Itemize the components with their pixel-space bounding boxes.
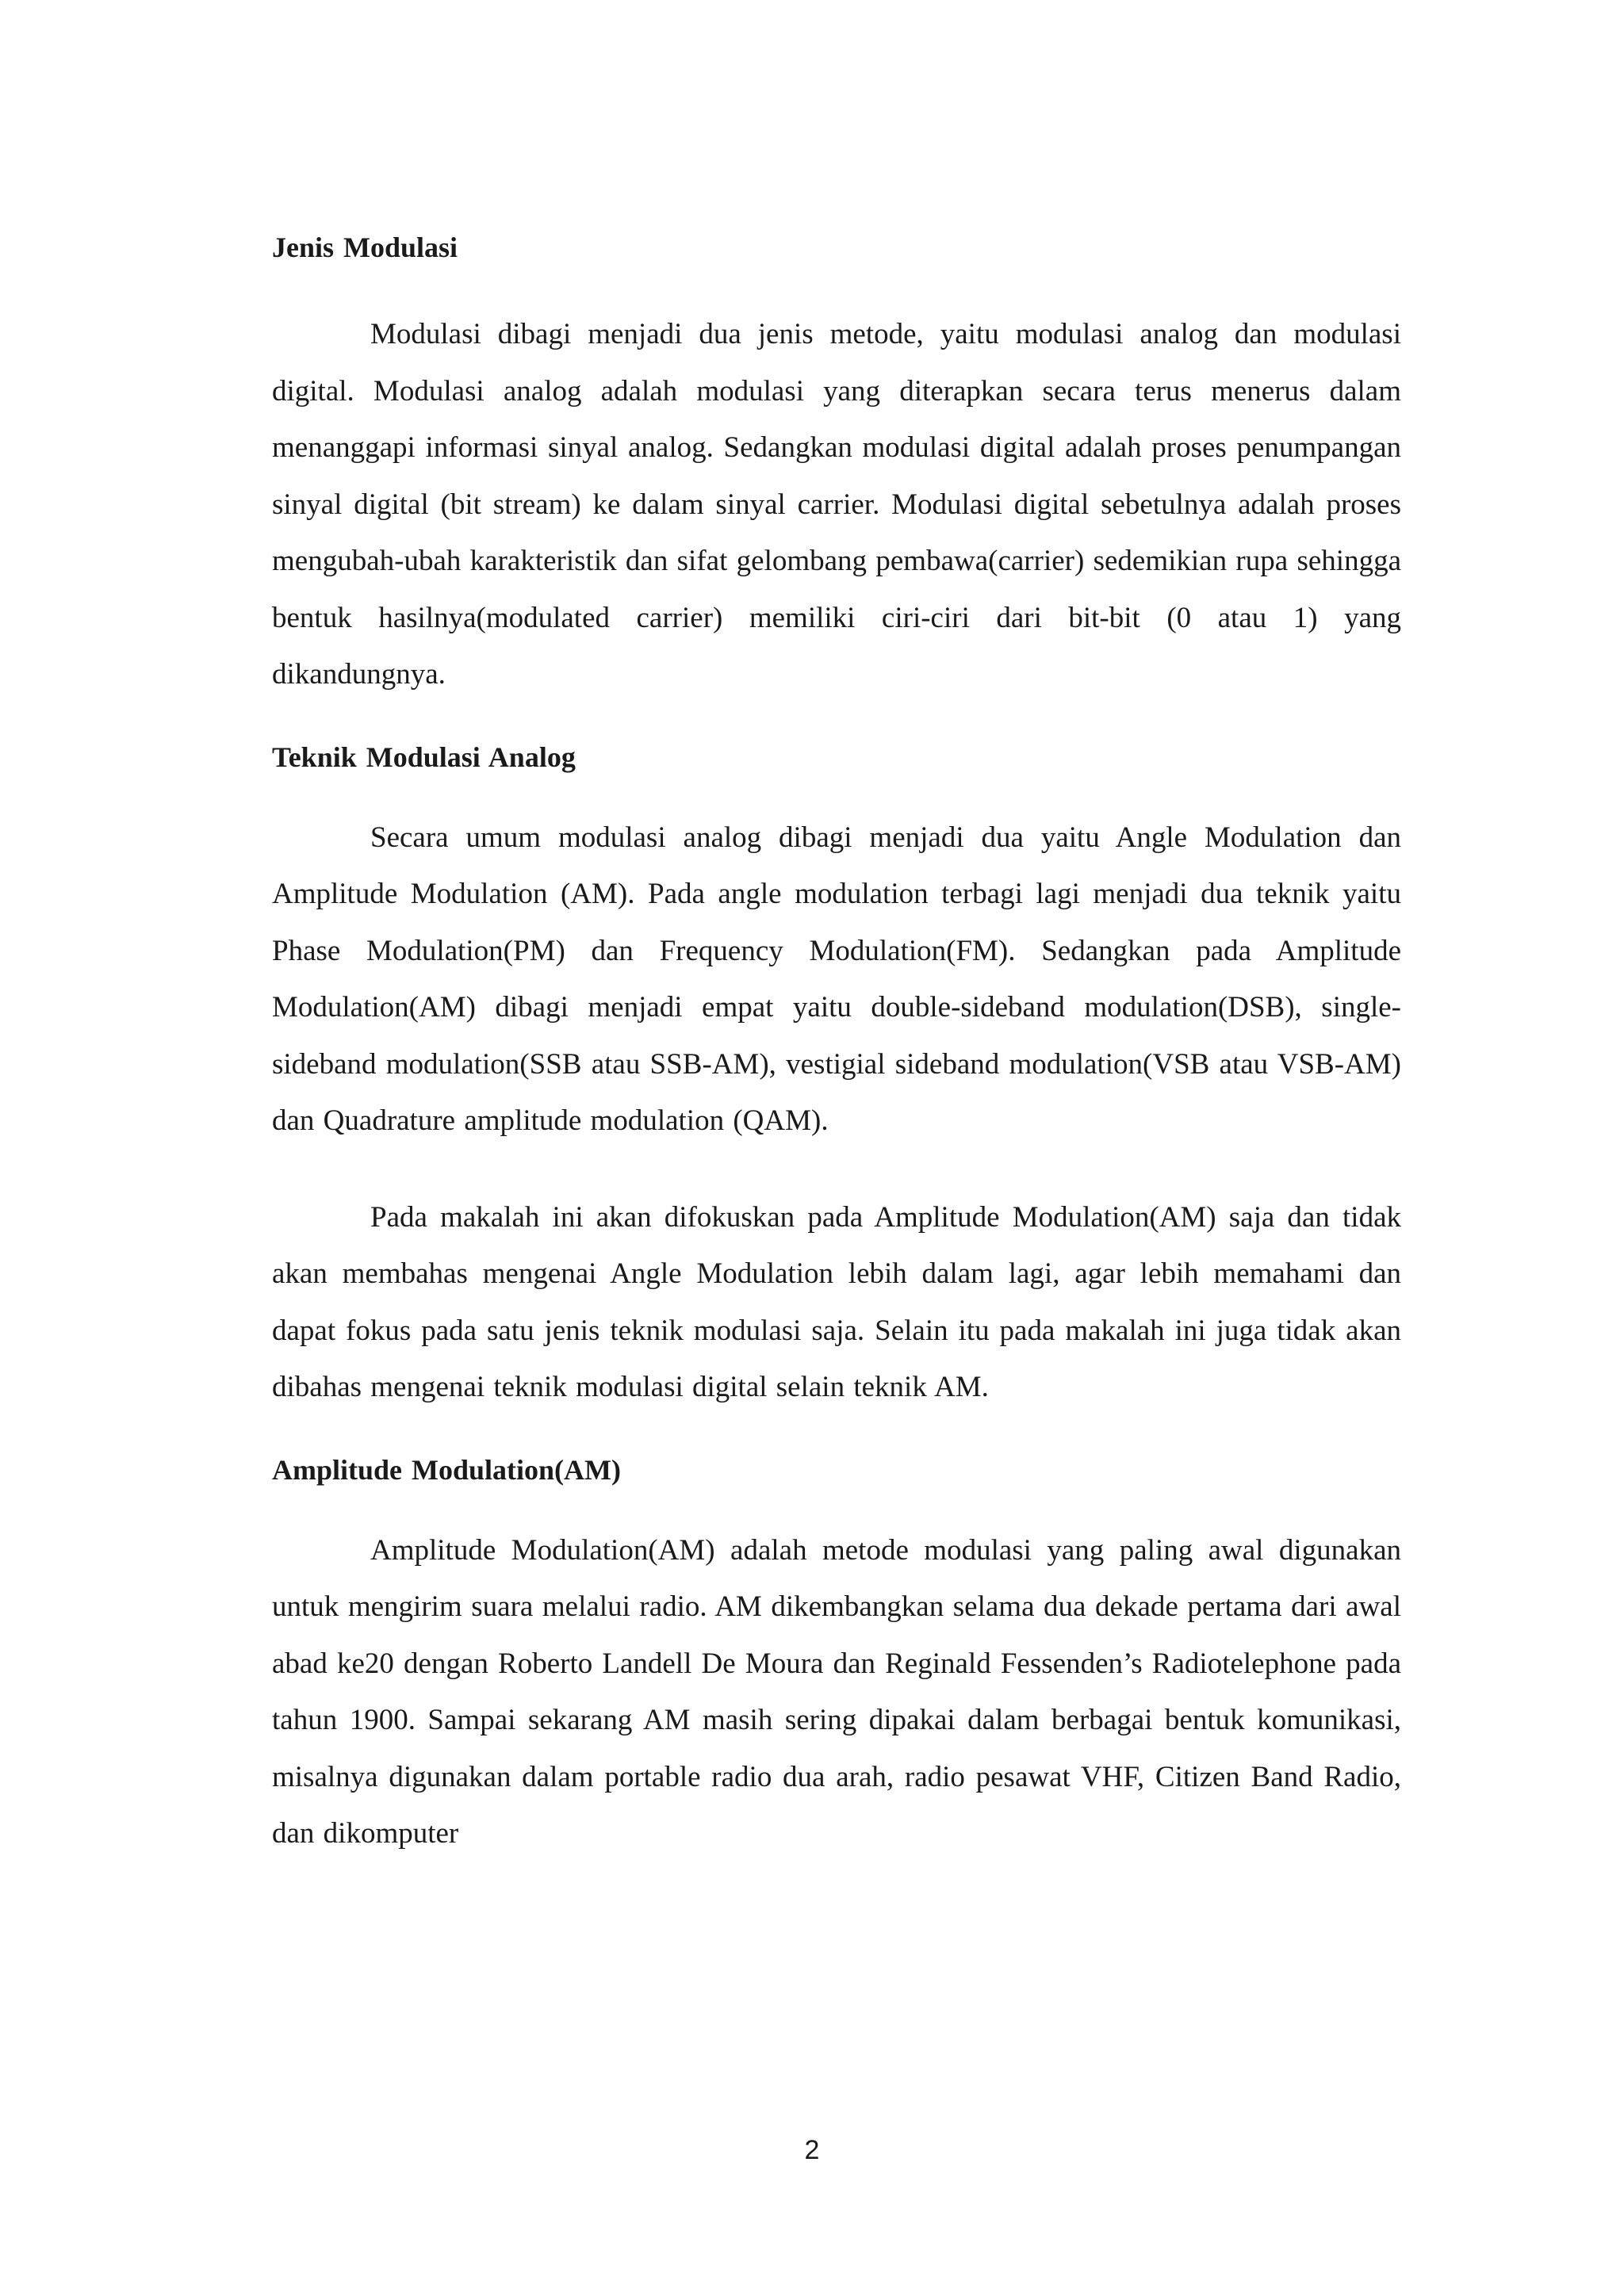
- paragraph-jenis-modulasi: Modulasi dibagi menjadi dua jenis metode, yaitu modulasi analog dan modulasi digital. Modulasi analog adalah modulasi yang diterapkan secara terus menerus dalam menanggapi informasi sinyal analog. Sedangkan modulasi digital adalah proses penumpangan sinyal digital (bit stream) ke dalam sinyal carrier. Modulasi digital sebetulnya adalah proses mengubah-ubah karakteristik dan sifat gelombang pembawa(carrier) sedemikian rupa sehingga bentuk hasilnya(modulated carrier) memiliki ciri-ciri dari bit-bit (0 atau 1) yang dikandungnya.: [272, 318, 1401, 691]
- section-heading-amplitude-modulation: Amplitude Modulation(AM): [272, 1453, 622, 1486]
- section-heading-teknik-modulasi-analog: Teknik Modulasi Analog: [272, 740, 576, 773]
- section-heading-jenis-modulasi: Jenis Modulasi: [272, 232, 458, 263]
- paragraph-amplitude-modulation: Amplitude Modulation(AM) adalah metode modulasi yang paling awal digunakan untuk mengirim suara melalui radio. AM dikembangkan selama dua dekade pertama dari awal abad ke20 dengan Roberto Landell De Moura dan Reginald Fessenden’s Radiotelephone pada tahun 1900. Sampai sekarang AM masih sering dipakai dalam berbagai bentuk komunikasi, misalnya digunakan dalam portable radio dua arah, radio pesawat VHF, Citizen Band Radio, dan dikomputer: [272, 1533, 1401, 1850]
- paragraph-teknik-modulasi-analog-2: Pada makalah ini akan difokuskan pada Amplitude Modulation(AM) saja dan tidak akan membahas mengenai Angle Modulation lebih dalam lagi, agar lebih memahami dan dapat fokus pada satu jenis teknik modulasi saja. Selain itu pada makalah ini juga tidak akan dibahas mengenai teknik modulasi digital selain teknik AM.: [272, 1200, 1401, 1403]
- page-number: 2: [804, 2135, 820, 2165]
- page-content: [272, 230, 1401, 1862]
- paragraph-teknik-modulasi-analog-1: Secara umum modulasi analog dibagi menjadi dua yaitu Angle Modulation dan Amplitude Modulation (AM). Pada angle modulation terbagi lagi menjadi dua teknik yaitu Phase Modulation(PM) dan Frequency Modulation(FM). Sedangkan pada Amplitude Modulation(AM) dibagi menjadi empat yaitu double-sideband modulation(DSB), single-sideband modulation(SSB atau SSB-AM), vestigial sideband modulation(VSB atau VSB-AM) dan Quadrature amplitude modulation (QAM).: [272, 821, 1401, 1137]
